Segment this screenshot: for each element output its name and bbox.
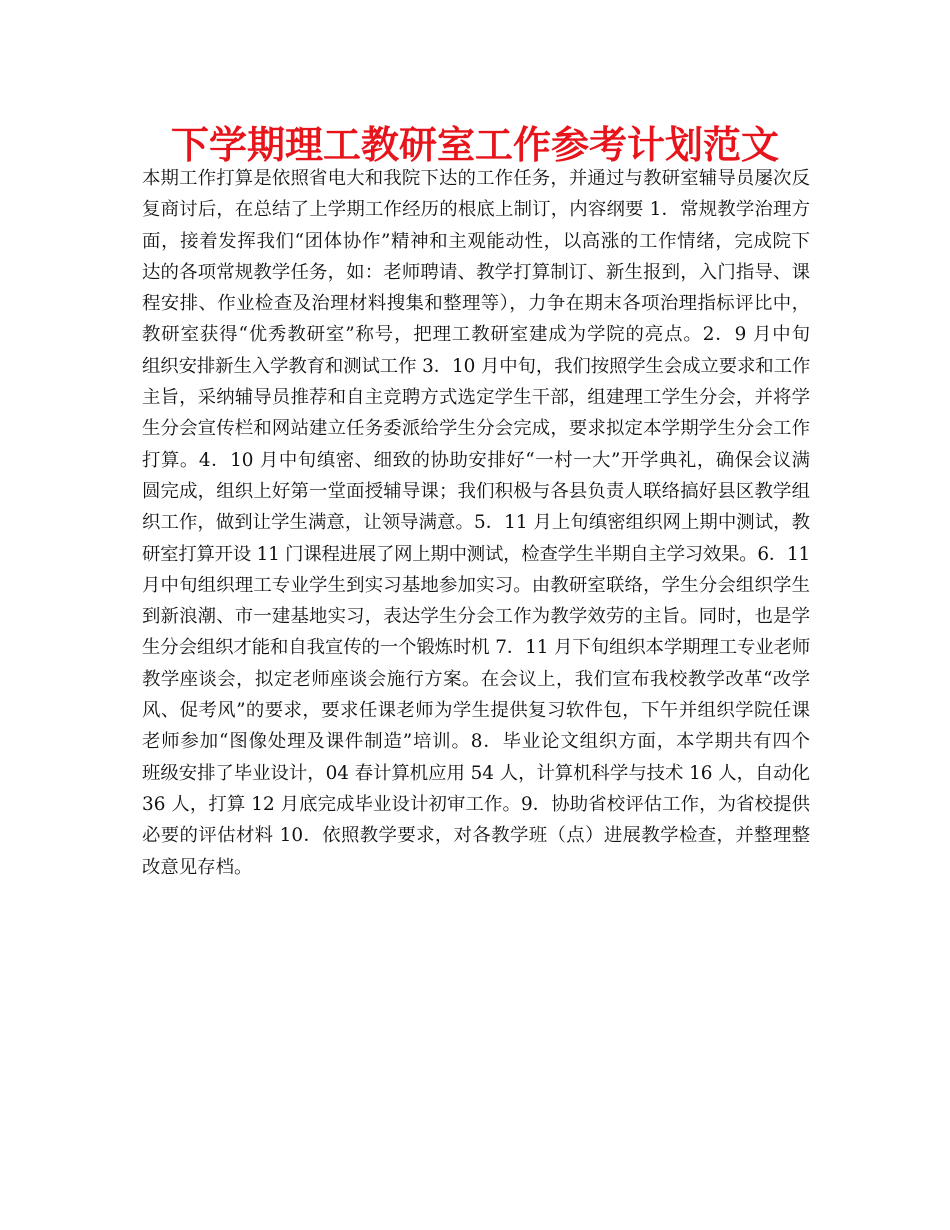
body-line: 老师参加“图像处理及课件制造”培训。8．毕业论文组织方面，本学期共有四个 — [142, 731, 810, 753]
body-line: 达的各项常规教学任务，如：老师聘请、教学打算制订、新生报到，入门指导、课 — [142, 261, 810, 283]
body-line: 风、促考风”的要求，要求任课老师为学生提供复习软件包，下午并组织学院任课 — [142, 700, 810, 722]
body-line: 复商讨后，在总结了上学期工作经历的根底上制订，内容纲要 1．常规教学治理方 — [142, 199, 810, 221]
body-line: 打算。4．10 月中旬缜密、细致的协助安排好“一村一大”开学典礼，确保会议满 — [142, 449, 810, 471]
body-line: 程安排、作业检查及治理材料搜集和整理等），力争在期末各项治理指标评比中， — [142, 293, 810, 315]
body-line: 36 人，打算 12 月底完成毕业设计初审工作。9．协助省校评估工作，为省校提供 — [142, 793, 810, 815]
body-line: 班级安排了毕业设计，04 春计算机应用 54 人，计算机科学与技术 16 人，自动化 — [142, 762, 810, 784]
body-line: 研室打算开设 11 门课程进展了网上期中测试，检查学生半期自主学习效果。6．11 — [142, 543, 810, 565]
body-line: 主旨，采纳辅导员推荐和自主竞聘方式选定学生干部，组建理工学生分会，并将学 — [142, 387, 810, 409]
body-line: 面，接着发挥我们“团体协作”精神和主观能动性，以高涨的工作情绪，完成院下 — [142, 230, 810, 252]
body-line: 圆完成，组织上好第一堂面授辅导课；我们积极与各县负责人联络搞好县区教学组 — [142, 480, 810, 502]
body-line: 组织安排新生入学教育和测试工作 3．10 月中旬，我们按照学生会成立要求和工作 — [142, 355, 811, 377]
body-line: 教学座谈会，拟定老师座谈会施行方案。在会议上，我们宣布我校教学改革“改学 — [142, 668, 810, 690]
body-line: 月中旬组织理工专业学生到实习基地参加实习。由教研室联络，学生分会组织学生 — [142, 574, 810, 596]
document-title: 下学期理工教研室工作参考计划范文 — [170, 123, 779, 167]
body-line: 必要的评估材料 10．依照教学要求，对各教学班（点）进展教学检查，并整理整 — [142, 825, 810, 847]
body-line: 到新浪潮、市一建基地实习，表达学生分会工作为教学效劳的主旨。同时，也是学 — [142, 606, 810, 628]
body-line: 本期工作打算是依照省电大和我院下达的工作任务，并通过与教研室辅导员屡次反 — [142, 168, 810, 189]
body-line: 改意见存档。 — [142, 856, 253, 878]
body-line: 生分会组织才能和自我宣传的一个锻炼时机 7．11 月下旬组织本学期理工专业老师 — [142, 637, 811, 659]
body-line: 生分会宣传栏和网站建立任务委派给学生分会完成，要求拟定本学期学生分会工作 — [142, 418, 810, 440]
body-line: 教研室获得“优秀教研室”称号，把理工教研室建成为学院的亮点。2．9 月中旬 — [142, 324, 810, 346]
body-line: 织工作，做到让学生满意，让领导满意。5．11 月上旬缜密组织网上期中测试，教 — [142, 512, 810, 534]
document-body — [142, 163, 810, 883]
